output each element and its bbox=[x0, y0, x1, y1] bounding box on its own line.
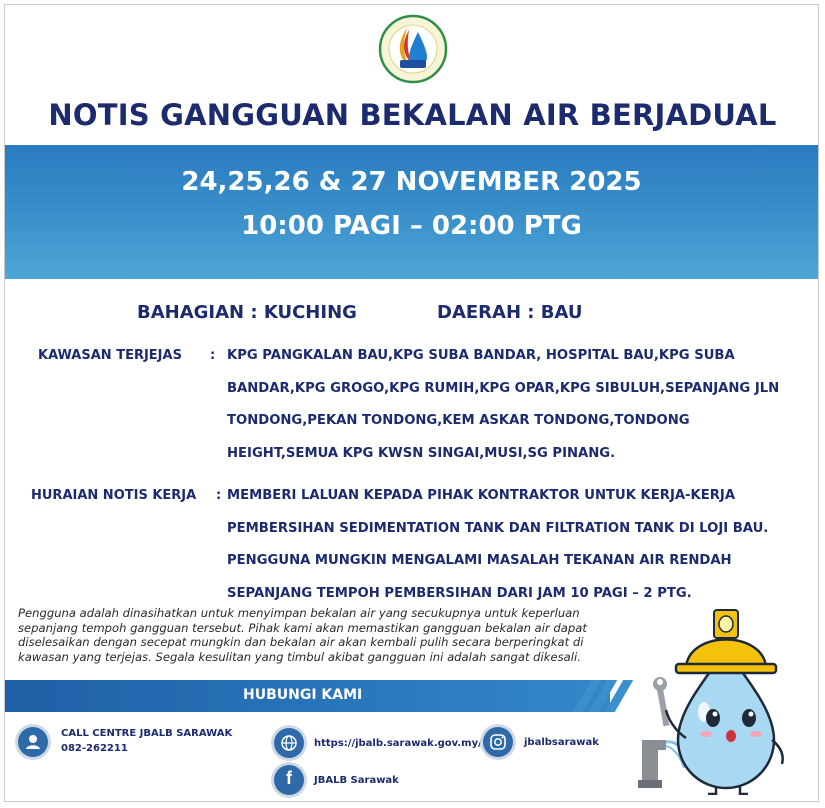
huraian-label: HURAIAN NOTIS KERJA bbox=[31, 488, 197, 503]
globe-icon bbox=[274, 728, 304, 758]
daerah-label: DAERAH : BAU bbox=[437, 302, 583, 323]
schedule-banner bbox=[5, 145, 818, 279]
notice-line: sepanjang tempoh gangguan tersebut. Pihak kami akan memastikan gangguan bekalan air dapat bbox=[18, 620, 587, 635]
facebook-glyph: f bbox=[286, 768, 292, 788]
website-link[interactable]: https://jbalb.sarawak.gov.my/ bbox=[314, 738, 482, 749]
huraian-text bbox=[227, 480, 768, 610]
huraian-line: PENGGUNA MUNGKIN MENGALAMI MASALAH TEKANAN AIR RENDAH bbox=[227, 553, 732, 568]
huraian-line: SEPANJANG TEMPOH PEMBERSIHAN DARI JAM 10 PAGI – 2 PTG. bbox=[227, 585, 692, 601]
facebook-link[interactable]: JBALB Sarawak bbox=[314, 775, 399, 786]
schedule-time: 10:00 PAGI – 02:00 PTG bbox=[241, 211, 582, 241]
facebook-icon bbox=[274, 765, 304, 795]
jbalb-logo bbox=[376, 14, 450, 84]
user-icon bbox=[18, 727, 48, 757]
huraian-line: PEMBERSIHAN SEDIMENTATION TANK DAN FILTRATION TANK DI LOJI BAU. bbox=[227, 520, 769, 536]
bahagian-label: BAHAGIAN : KUCHING bbox=[137, 302, 357, 323]
page-title: NOTIS GANGGUAN BEKALAN AIR BERJADUAL bbox=[48, 98, 777, 132]
huraian-line: MEMBERI LALUAN KEPADA PIHAK KONTRAKTOR UNTUK KERJA-KERJA bbox=[227, 488, 736, 503]
kawasan-label: KAWASAN TERJEJAS bbox=[38, 348, 182, 363]
kawasan-line: TONDONG,PEKAN TONDONG,KEM ASKAR TONDONG,TONDONG bbox=[227, 413, 690, 428]
instagram-handle[interactable]: jbalbsarawak bbox=[524, 737, 599, 748]
kawasan-colon: : bbox=[210, 348, 216, 363]
notice-line: kawasan yang terjejas. Segala kesulitan yang timbul akibat gangguan ini adalah sangat dikesali. bbox=[18, 649, 581, 664]
instagram-icon bbox=[483, 727, 513, 757]
schedule-dates: 24,25,26 & 27 NOVEMBER 2025 bbox=[181, 167, 642, 197]
call-centre-number[interactable]: 082-262211 bbox=[61, 743, 128, 754]
call-centre-label: CALL CENTRE JBALB SARAWAK bbox=[61, 728, 233, 739]
contact-heading-bar bbox=[5, 680, 610, 712]
contact-heading: HUBUNGI KAMI bbox=[243, 687, 363, 703]
kawasan-line: KPG PANGKALAN BAU,KPG SUBA BANDAR, HOSPITAL BAU,KPG SUBA bbox=[227, 348, 735, 363]
water-drop-mascot-illustration bbox=[636, 600, 806, 795]
notice-line: diselesaikan dengan secepat mungkin dan bekalan air akan kembali pulih secara berperingkat di bbox=[18, 635, 584, 649]
notice-line: Pengguna adalah dinasihatkan untuk menyimpan bekalan air yang secukupnya untuk keperluan bbox=[18, 606, 580, 620]
advisory-notice bbox=[18, 606, 598, 664]
kawasan-line: HEIGHT,SEMUA KPG KWSN SINGAI,MUSI,SG PINANG. bbox=[227, 445, 616, 461]
huraian-colon: : bbox=[216, 488, 222, 503]
kawasan-text bbox=[227, 340, 779, 470]
kawasan-line: BANDAR,KPG GROGO,KPG RUMIH,KPG OPAR,KPG SIBULUH,SEPANJANG JLN bbox=[227, 380, 780, 396]
